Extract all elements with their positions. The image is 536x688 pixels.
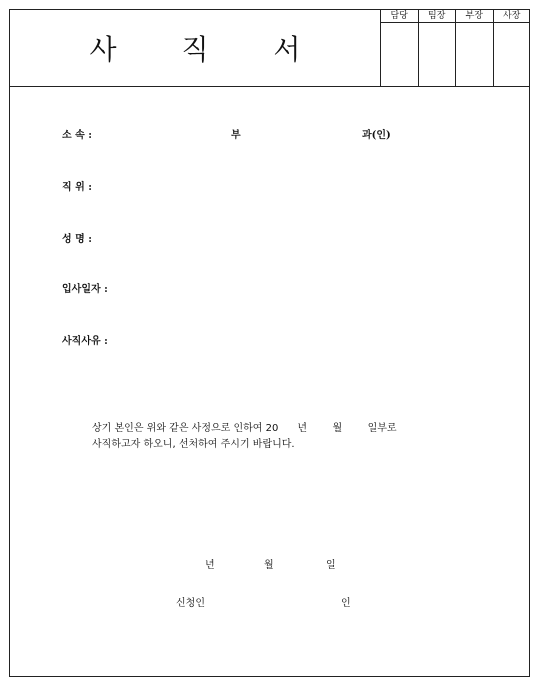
reason-label: 사직사유 : xyxy=(62,336,108,347)
date-month-label: 월 xyxy=(264,560,274,571)
approval-col-president xyxy=(493,10,531,86)
approval-col-manager xyxy=(455,10,493,86)
approval-label-president: 사장 xyxy=(494,10,531,23)
approval-label-team-leader: 팀장 xyxy=(419,10,456,23)
department-label: 소 속 : xyxy=(62,130,92,141)
form-header xyxy=(10,10,529,87)
applicant-label: 신청인 xyxy=(176,598,205,609)
statement-line-1: 상기 본인은 위와 같은 사정으로 인하여 20 년 월 일부로 xyxy=(92,423,397,434)
position-label: 직 위 : xyxy=(62,182,92,193)
date-day-label: 일 xyxy=(326,560,336,571)
approval-sign-box-staff[interactable] xyxy=(381,23,418,86)
date-year-label: 년 xyxy=(205,560,215,571)
form-title: 사 직 서 xyxy=(89,33,329,66)
approval-sign-box-manager[interactable] xyxy=(456,23,493,86)
approval-col-team-leader xyxy=(418,10,456,86)
department-bu-label: 부 xyxy=(231,130,241,141)
name-label: 성 명 : xyxy=(62,234,92,245)
approval-sign-box-team-leader[interactable] xyxy=(419,23,456,86)
approval-col-staff xyxy=(381,10,418,86)
approval-table xyxy=(380,10,530,86)
join-date-label: 입사일자 : xyxy=(62,284,108,295)
approval-label-manager: 부장 xyxy=(456,10,493,23)
seal-label: 인 xyxy=(341,598,351,609)
resignation-form xyxy=(9,9,530,677)
approval-sign-box-president[interactable] xyxy=(494,23,531,86)
department-gwa-label: 과(인) xyxy=(362,130,391,141)
statement-line-2: 사직하고자 하오니, 선처하여 주시기 바랍니다. xyxy=(92,439,295,450)
approval-label-staff: 담당 xyxy=(381,10,418,23)
